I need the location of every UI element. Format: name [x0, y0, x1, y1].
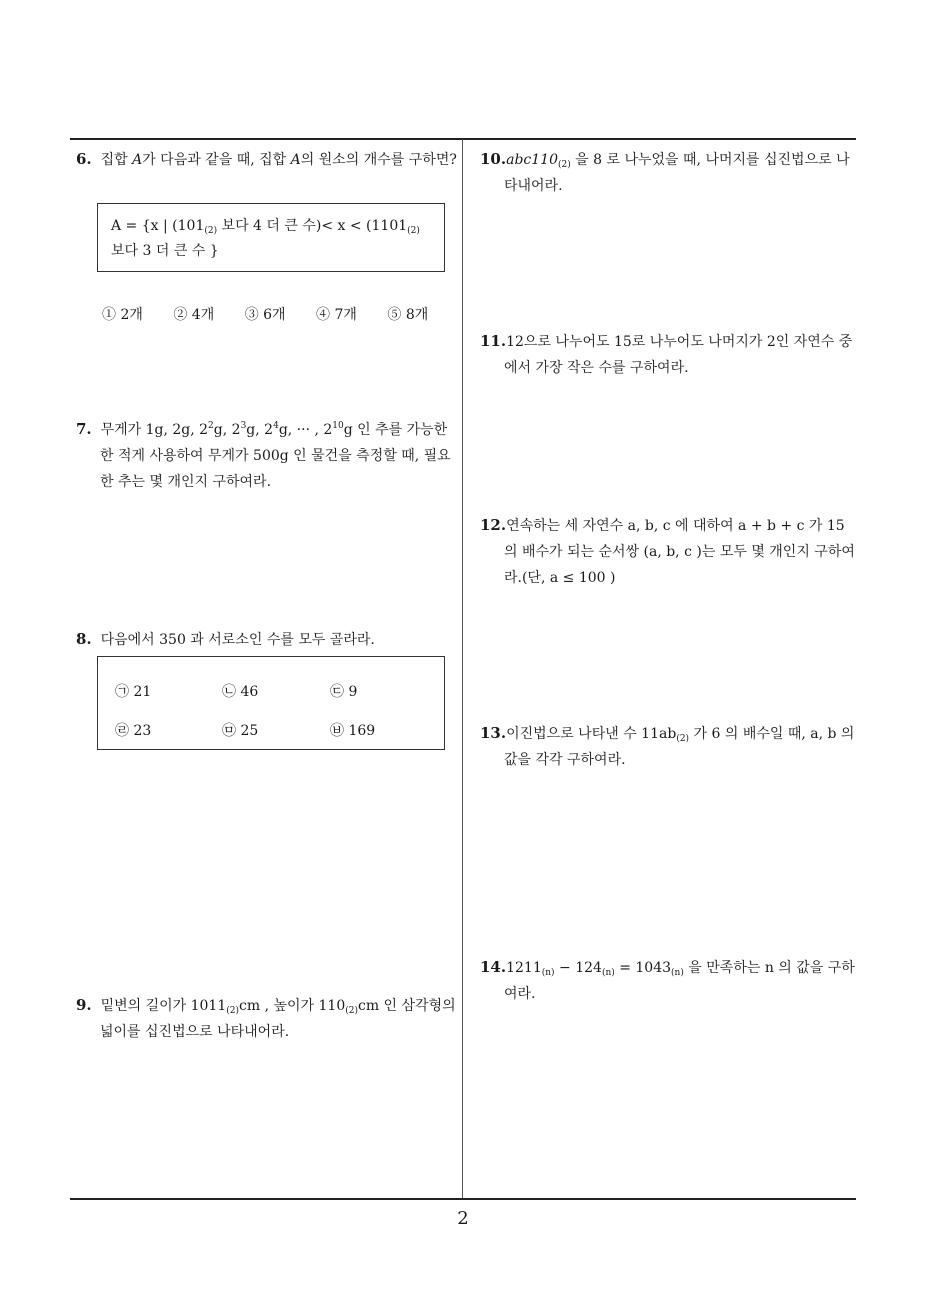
option-e[interactable]: ㉤ 25: [222, 723, 259, 739]
question-10-text: $10.abc110_{(2)}$ 을 8 로 나누었을 때, 나머지를 십진법으로 나타내어라.: [480, 150, 850, 194]
top-rule: [70, 138, 856, 140]
option-a[interactable]: ㉠ 21: [115, 684, 152, 700]
question-12-number: 12.: [480, 516, 507, 534]
question-7-number: 7.: [76, 420, 92, 438]
question-6: [76, 146, 458, 173]
question-13: [480, 720, 860, 773]
question-14-text: $14.1211_{(n)} - 124_{(n)} = 1043_{(n)}$ 을 만족하는 n 의 값을 구하여라.: [480, 958, 855, 1002]
question-11-text: 11.12으로 나누어도 15로 나누어도 나머지가 2인 자연수 중에서 가장 작은 수를 구하여라.: [480, 332, 853, 376]
bottom-rule: [70, 1198, 856, 1200]
question-9-text: 9. 밑변의 길이가 $1011_{(2)}cm$ , 높이가 $110_{(2)}cm$ 인 삼각형의 넓이를 십진법으로 나타내어라.: [76, 996, 456, 1040]
question-14: [480, 954, 860, 1007]
question-12-text: 12.연속하는 세 자연수 a, b, c 에 대하여 a + b + c 가 15 의 배수가 되는 순서쌍 (a, b, c )는 모두 몇 개인지 구하여라.(단, a ≤ 100 ): [480, 516, 855, 586]
option-b[interactable]: ㉡ 46: [222, 684, 259, 700]
question-14-number: 14.: [480, 958, 507, 976]
choice-4[interactable]: ④ 7개: [316, 307, 357, 323]
choice-1[interactable]: ① 2개: [102, 307, 143, 323]
question-7-text: 7. 무게가 1g, 2g, $2^2g$, $2^3g$, $2^4g$, ··· , $2^{10}g$ 인 추를 가능한 한 적게 사용하여 무게가 500g 인 물건을 측정할 때, 필요한 추는 몇 개인지 구하여라.: [76, 420, 451, 490]
question-11-number: 11.: [480, 332, 507, 350]
question-13-number: 13.: [480, 724, 507, 742]
option-f[interactable]: ㉥ 169: [330, 723, 376, 739]
question-6-text: 6. 집합 A가 다음과 같을 때, 집합 A의 원소의 개수를 구하면?: [76, 150, 457, 168]
page-number: 2: [457, 1208, 469, 1229]
question-12: [480, 512, 860, 591]
question-13-text: 13.이진법으로 나타낸 수 $11ab_{(2)}$ 가 6 의 배수일 때, a, b 의 값을 각각 구하여라.: [480, 724, 855, 768]
choice-5[interactable]: ⑤ 8개: [387, 307, 429, 323]
question-8-options-box: [97, 656, 445, 750]
question-6-number: 6.: [76, 150, 92, 168]
question-8: [76, 626, 458, 653]
question-8-number: 8.: [76, 630, 92, 648]
question-10-number: 10.: [480, 150, 507, 168]
question-9-number: 9.: [76, 996, 92, 1014]
option-c[interactable]: ㉢ 9: [330, 684, 358, 700]
condition-line-2: 보다 3 더 큰 수 }: [111, 243, 219, 259]
question-6-choices: [102, 302, 454, 328]
choice-3[interactable]: ③ 6개: [244, 307, 286, 323]
question-8-text: 8. 다음에서 350 과 서로소인 수를 모두 골라라.: [76, 630, 375, 648]
option-d[interactable]: ㉣ 23: [115, 723, 152, 739]
question-11: [480, 328, 860, 381]
question-7: [76, 416, 458, 495]
column-divider: [462, 139, 463, 1199]
choice-2[interactable]: ② 4개: [173, 307, 215, 323]
question-10: [480, 146, 860, 199]
question-6-condition-box: [97, 203, 445, 272]
question-9: [76, 992, 458, 1045]
condition-line-1: A = {x | ($101_{(2)}$ 보다 4 더 큰 수)< $x < (1101_{(2)}$: [111, 218, 420, 236]
